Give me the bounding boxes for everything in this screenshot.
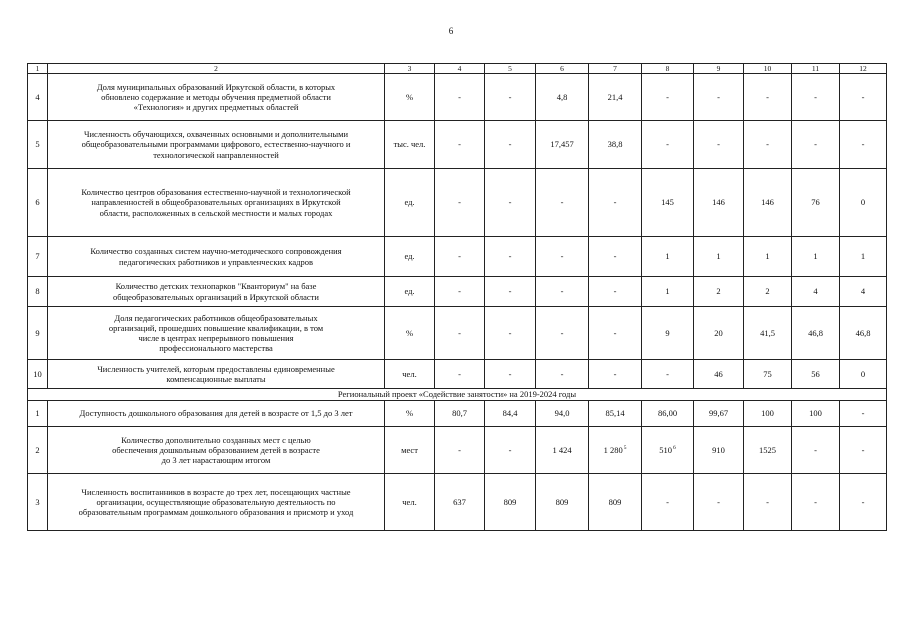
value-text: 146 <box>761 197 774 208</box>
value-cell <box>589 169 642 237</box>
value-cell <box>642 121 694 169</box>
value-cell <box>435 401 485 427</box>
value-cell <box>840 401 887 427</box>
column-number-header: 7 <box>589 64 642 74</box>
column-number-header: 10 <box>744 64 792 74</box>
value-cell <box>840 307 887 360</box>
value-text: 1 <box>665 251 670 262</box>
value-cell <box>744 74 792 121</box>
value-text: - <box>861 444 865 455</box>
value-text: 17,457 <box>550 139 574 150</box>
value-text: - <box>717 91 720 102</box>
value-text: 46 <box>714 368 723 379</box>
unit-cell: % <box>385 401 435 427</box>
value-text: - <box>717 496 720 507</box>
value-cell <box>536 277 589 307</box>
indicator-line: «Технология» и других предметных областей <box>133 102 299 113</box>
unit-cell: чел. <box>385 360 435 389</box>
value-cell <box>840 237 887 277</box>
value-cell <box>642 427 694 474</box>
indicator-line: Численность обучающихся, охваченных основными и дополнительными <box>83 129 349 140</box>
footnote-mark: 5 <box>623 445 627 452</box>
value-cell <box>642 307 694 360</box>
value-cell <box>694 474 744 531</box>
value-text: 4 <box>860 286 866 297</box>
indicator-line: обеспечения дошкольным образованием детей в возрасте <box>112 444 320 455</box>
value-cell <box>744 360 792 389</box>
value-text: 94,0 <box>554 408 570 419</box>
table-row <box>28 401 887 427</box>
indicator-line: Количество дополнительно созданных мест с целью <box>121 434 311 445</box>
value-text: - <box>458 251 461 262</box>
value-text: 56 <box>811 368 820 379</box>
indicator-line: числе в центрах непрерывного повышения <box>138 333 294 343</box>
value-cell <box>435 474 485 531</box>
value-text: - <box>508 139 512 150</box>
value-text: 1 424 <box>552 444 572 455</box>
value-cell <box>642 401 694 427</box>
value-text: - <box>814 496 817 507</box>
value-text: 46,8 <box>808 327 823 338</box>
value-cell <box>435 427 485 474</box>
table-row <box>28 307 887 360</box>
value-cell <box>694 427 744 474</box>
value-text: 2 <box>765 286 770 297</box>
value-cell <box>536 237 589 277</box>
value-text: - <box>814 91 817 102</box>
value-cell <box>744 121 792 169</box>
value-cell <box>792 169 840 237</box>
value-text: 4,8 <box>556 91 568 102</box>
value-cell <box>435 74 485 121</box>
value-text: - <box>613 368 617 379</box>
value-cell <box>840 474 887 531</box>
value-text: 100 <box>809 408 822 419</box>
indicator-line: компенсационные выплаты <box>166 374 266 384</box>
value-text: - <box>508 327 512 338</box>
indicator-name <box>48 427 385 474</box>
table-row <box>28 360 887 389</box>
value-cell <box>589 307 642 360</box>
value-text: 76 <box>811 197 820 208</box>
value-cell <box>792 427 840 474</box>
value-text: 809 <box>555 496 569 507</box>
value-cell <box>589 121 642 169</box>
footnote-mark: 6 <box>673 445 676 452</box>
column-number-header: 4 <box>435 64 485 74</box>
table-row <box>28 169 887 237</box>
table-row <box>28 74 887 121</box>
value-text: - <box>861 408 865 419</box>
value-cell <box>485 121 536 169</box>
value-text: 809 <box>503 496 517 507</box>
indicator-name <box>48 169 385 237</box>
value-cell <box>435 307 485 360</box>
column-number-header: 6 <box>536 64 589 74</box>
column-number-header: 9 <box>694 64 744 74</box>
value-text: - <box>458 139 461 150</box>
value-text: - <box>560 327 564 338</box>
value-text: 1 <box>716 251 721 262</box>
value-cell <box>642 74 694 121</box>
value-cell <box>536 427 589 474</box>
value-text: - <box>508 368 512 379</box>
table-row <box>28 237 887 277</box>
value-text: - <box>613 197 617 208</box>
value-cell <box>792 74 840 121</box>
value-cell <box>694 401 744 427</box>
row-number: 10 <box>28 360 48 389</box>
value-cell <box>694 74 744 121</box>
section-header-row <box>28 389 887 401</box>
value-text: - <box>613 327 617 338</box>
indicator-line: профессионального мастерства <box>159 343 273 354</box>
indicator-name <box>48 74 385 121</box>
value-text: 99,67 <box>708 408 729 419</box>
value-text: - <box>458 368 461 379</box>
value-cell <box>485 474 536 531</box>
column-number-header: 8 <box>642 64 694 74</box>
indicator-line: Доля педагогических работников общеобразовательных <box>114 312 318 323</box>
indicator-line: до 3 лет нарастающим итогом <box>161 455 271 466</box>
value-cell <box>792 121 840 169</box>
row-number: 9 <box>28 307 48 360</box>
value-text: - <box>766 91 769 102</box>
indicator-line: Численность воспитанников в возрасте до трех лет, посещающих частные <box>81 486 351 497</box>
value-text: 2 <box>716 286 721 297</box>
value-text: - <box>666 91 669 102</box>
value-text: 46,8 <box>855 327 871 338</box>
value-text: - <box>560 286 564 297</box>
value-cell <box>536 401 589 427</box>
indicator-line: организаций, прошедших повышение квалификации, в том <box>108 322 324 333</box>
indicator-line: образовательным программам дошкольного образования и присмотр и уход <box>78 507 354 518</box>
value-text: - <box>458 91 461 102</box>
value-cell <box>485 74 536 121</box>
table-body <box>28 74 887 531</box>
indicators-table <box>27 63 887 531</box>
value-cell <box>840 427 887 474</box>
unit-cell: мест <box>385 427 435 474</box>
value-cell <box>694 121 744 169</box>
value-text: - <box>613 251 617 262</box>
value-text: - <box>508 251 512 262</box>
value-cell <box>792 237 840 277</box>
value-cell <box>642 169 694 237</box>
value-text: - <box>560 251 564 262</box>
indicator-line: Доля муниципальных образований Иркутской области, в которых <box>96 81 336 92</box>
indicator-line: обновлено содержание и методы обучения предметной области <box>101 91 331 102</box>
value-cell <box>435 237 485 277</box>
indicator-line: организации, осуществляющие образовательную деятельность по <box>96 496 336 507</box>
value-text: - <box>814 139 817 150</box>
value-text: 1525 <box>759 444 776 455</box>
value-cell <box>589 277 642 307</box>
value-cell <box>589 360 642 389</box>
value-text: 9 <box>665 327 670 338</box>
value-text: - <box>508 286 512 297</box>
value-text: - <box>508 197 512 208</box>
value-text: 1 <box>813 251 818 262</box>
value-cell <box>485 169 536 237</box>
value-text: - <box>458 197 461 208</box>
value-text: 145 <box>661 197 674 208</box>
value-text: 86,00 <box>657 408 678 419</box>
value-cell <box>485 360 536 389</box>
value-text: - <box>458 327 461 338</box>
indicator-name <box>48 121 385 169</box>
indicator-name <box>48 360 385 389</box>
unit-cell: % <box>385 74 435 121</box>
value-cell <box>840 74 887 121</box>
value-cell <box>485 427 536 474</box>
value-text: 0 <box>860 197 866 208</box>
value-text: - <box>508 91 512 102</box>
indicator-name <box>48 474 385 531</box>
value-cell <box>589 237 642 277</box>
value-text: 4 <box>813 286 818 297</box>
value-cell <box>840 169 887 237</box>
value-cell <box>744 474 792 531</box>
indicator-line: педагогических работников и управленческих кадров <box>119 256 313 267</box>
value-text: - <box>613 286 617 297</box>
table-row <box>28 474 887 531</box>
value-cell <box>694 307 744 360</box>
value-cell <box>485 277 536 307</box>
value-cell <box>536 121 589 169</box>
page-number: 6 <box>448 26 454 36</box>
row-number: 6 <box>28 169 48 237</box>
value-cell <box>642 474 694 531</box>
value-text: 0 <box>860 368 866 379</box>
value-text: 510 <box>659 444 672 455</box>
value-cell <box>485 307 536 360</box>
row-number: 3 <box>28 474 48 531</box>
value-cell <box>642 360 694 389</box>
value-text: - <box>458 286 461 297</box>
value-cell <box>536 474 589 531</box>
value-cell <box>840 121 887 169</box>
value-cell <box>744 401 792 427</box>
value-text: - <box>560 368 564 379</box>
unit-cell: ед. <box>385 277 435 307</box>
column-number-header: 12 <box>840 64 887 74</box>
value-cell <box>792 401 840 427</box>
value-text: 80,7 <box>452 408 467 419</box>
value-text: - <box>666 139 669 150</box>
indicator-line: общеобразовательными программами цифрового, естественно-научного и <box>81 139 351 150</box>
value-cell <box>694 237 744 277</box>
value-cell <box>485 237 536 277</box>
indicator-line: Количество центров образования естественно-научной и технологической <box>81 187 351 198</box>
section-title: Региональный проект «Содействие занятости» на 2019-2024 годы <box>28 389 887 401</box>
value-cell <box>840 277 887 307</box>
value-text: - <box>666 368 669 379</box>
table-row <box>28 121 887 169</box>
indicator-line: области, расположенных в сельской местности и малых городах <box>99 207 333 218</box>
value-text: 910 <box>712 444 725 455</box>
row-number: 1 <box>28 401 48 427</box>
value-cell <box>694 277 744 307</box>
value-text: 38,8 <box>607 139 623 150</box>
value-cell <box>642 277 694 307</box>
value-text: 1 <box>860 251 866 262</box>
value-cell <box>792 474 840 531</box>
unit-cell: тыс. чел. <box>385 121 435 169</box>
indicator-name <box>48 237 385 277</box>
value-text: 100 <box>761 408 774 419</box>
value-text: 809 <box>608 496 622 507</box>
row-number: 4 <box>28 74 48 121</box>
indicator-name <box>48 277 385 307</box>
value-cell <box>792 360 840 389</box>
indicator-line: Численность учителей, которым предоставлены единовременные <box>97 363 335 374</box>
value-text: - <box>814 444 817 455</box>
value-text: - <box>861 91 865 102</box>
unit-cell: % <box>385 307 435 360</box>
table-row <box>28 277 887 307</box>
value-text: - <box>766 139 769 150</box>
unit-cell: чел. <box>385 474 435 531</box>
value-cell <box>744 307 792 360</box>
unit-cell: ед. <box>385 169 435 237</box>
value-text: 1 280 <box>603 444 623 455</box>
value-text: - <box>666 496 669 507</box>
value-cell <box>744 427 792 474</box>
column-number-row <box>28 64 887 74</box>
value-text: - <box>766 496 769 507</box>
column-number-header: 2 <box>48 64 385 74</box>
column-number-header: 3 <box>385 64 435 74</box>
indicator-name <box>48 401 385 427</box>
value-cell <box>744 237 792 277</box>
value-text: - <box>458 444 461 455</box>
value-cell <box>435 277 485 307</box>
value-text: - <box>508 444 512 455</box>
value-cell <box>694 169 744 237</box>
value-cell <box>589 474 642 531</box>
value-text: 21,4 <box>607 91 623 102</box>
value-text: 75 <box>763 368 772 379</box>
row-number: 2 <box>28 427 48 474</box>
value-text: - <box>861 139 865 150</box>
indicator-line: направленностей в общеобразовательных организациях в Иркутской <box>91 197 341 208</box>
table-row <box>28 427 887 474</box>
value-cell <box>536 74 589 121</box>
value-text: 146 <box>712 197 725 208</box>
indicator-line: Количество детских технопарков "Кванториум" на базе <box>115 281 317 292</box>
value-cell <box>536 360 589 389</box>
value-text: 85,14 <box>605 408 625 419</box>
column-number-header: 5 <box>485 64 536 74</box>
indicator-line: Доступность дошкольного образования для детей в возрасте от 1,5 до 3 лет <box>79 408 353 419</box>
value-cell <box>435 169 485 237</box>
value-text: - <box>861 496 865 507</box>
value-cell <box>792 277 840 307</box>
value-cell <box>536 307 589 360</box>
value-cell <box>642 237 694 277</box>
row-number: 8 <box>28 277 48 307</box>
indicator-line: технологической направленностей <box>153 149 279 160</box>
value-cell <box>485 401 536 427</box>
value-cell <box>744 277 792 307</box>
value-text: 1 <box>765 251 770 262</box>
value-cell <box>792 307 840 360</box>
value-text: 41,5 <box>760 327 775 338</box>
value-cell <box>435 121 485 169</box>
column-number-header: 1 <box>28 64 48 74</box>
column-number-header: 11 <box>792 64 840 74</box>
value-text: - <box>717 139 720 150</box>
value-cell <box>589 427 642 474</box>
value-cell <box>536 169 589 237</box>
value-text: 20 <box>714 327 723 338</box>
value-text: - <box>560 197 564 208</box>
row-number: 5 <box>28 121 48 169</box>
value-cell <box>435 360 485 389</box>
value-text: 637 <box>453 496 466 507</box>
value-cell <box>589 74 642 121</box>
value-text: 84,4 <box>502 408 518 419</box>
indicator-line: Количество созданных систем научно-методического сопровождения <box>90 246 342 257</box>
value-cell <box>694 360 744 389</box>
indicator-name <box>48 307 385 360</box>
indicator-line: общеобразовательных организаций в Иркутской области <box>113 291 319 302</box>
value-text: 1 <box>665 286 670 297</box>
value-cell <box>744 169 792 237</box>
unit-cell: ед. <box>385 237 435 277</box>
value-cell <box>840 360 887 389</box>
value-cell <box>589 401 642 427</box>
row-number: 7 <box>28 237 48 277</box>
